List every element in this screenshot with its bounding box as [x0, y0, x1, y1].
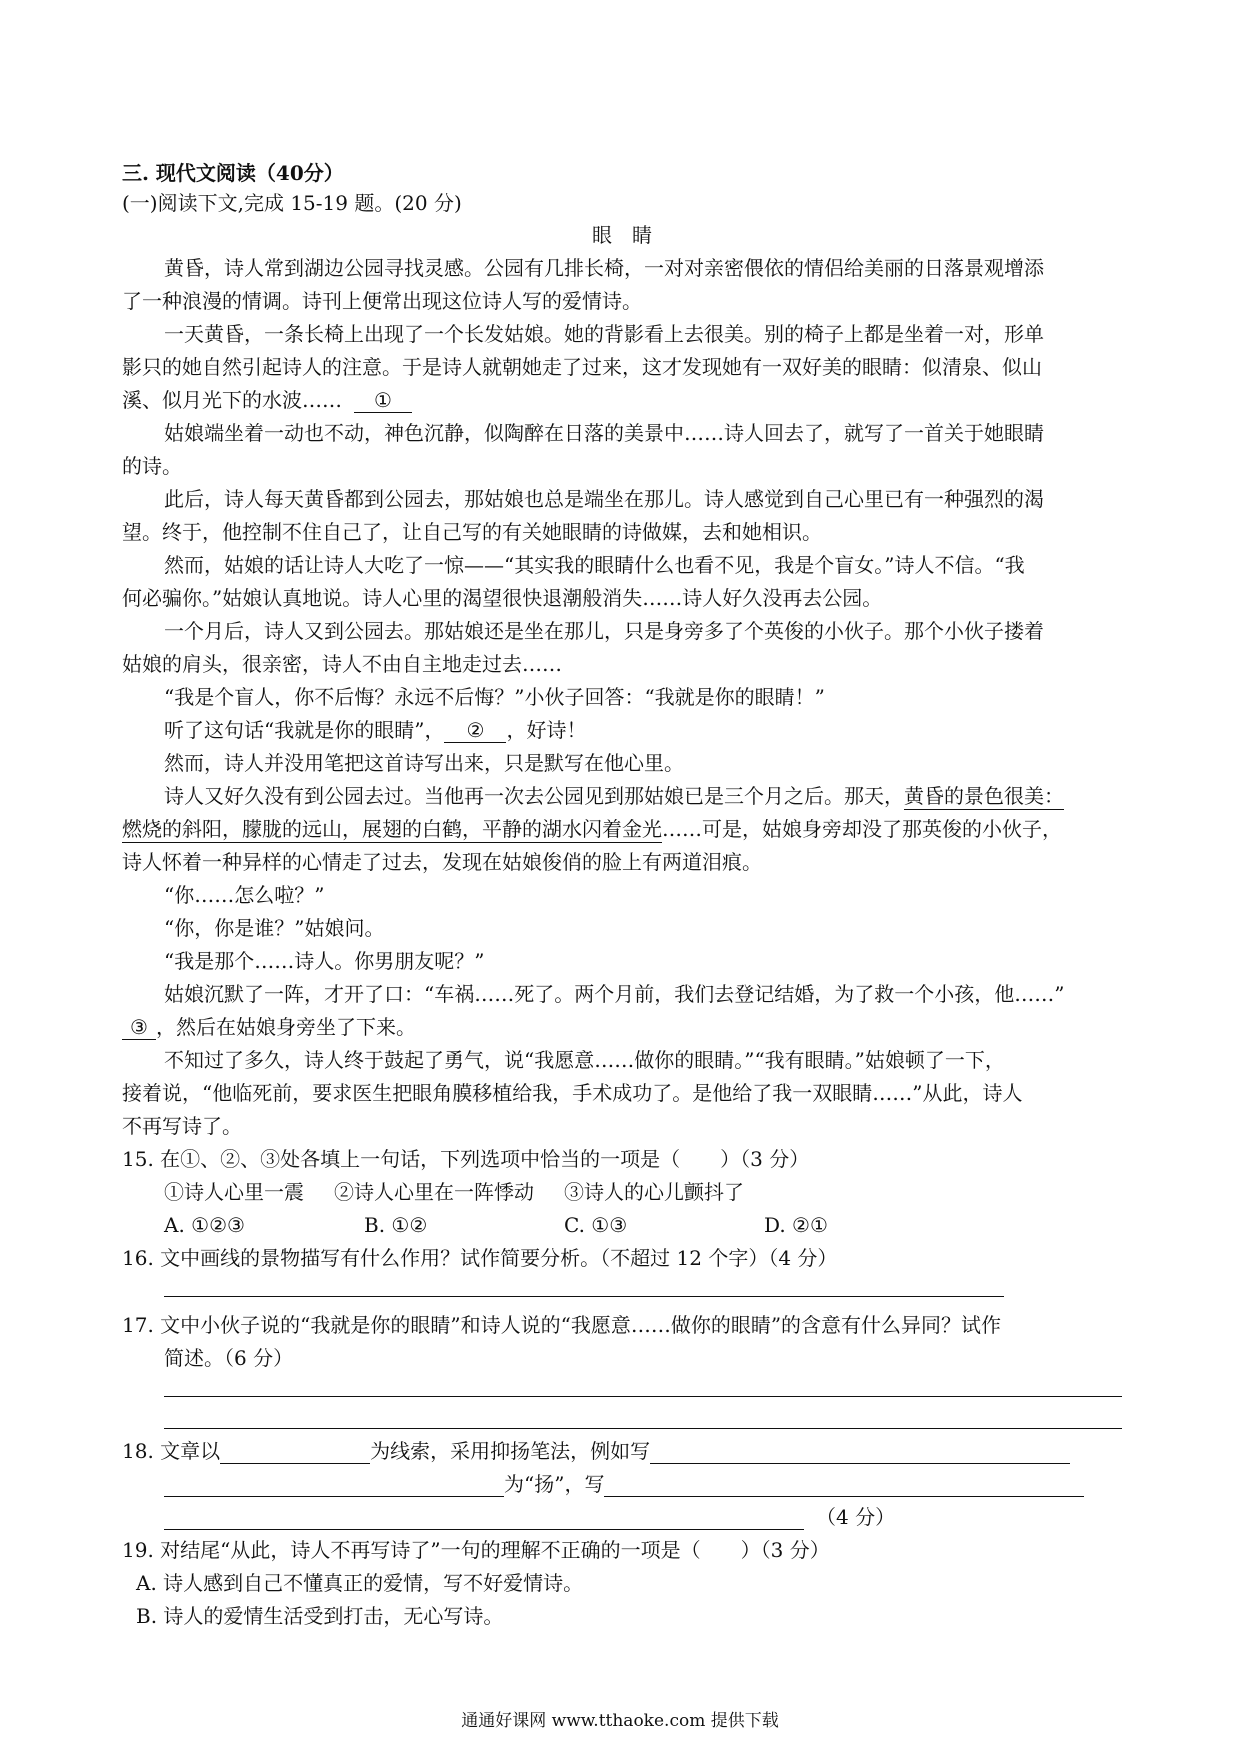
paragraph-3: 姑娘端坐着一动也不动，神色沉静，似陶醉在日落的美景中……诗人回去了，就写了一首关于她眼睛 的诗。 — [122, 421, 1044, 478]
question-15-options — [122, 1209, 1122, 1242]
dialogue-2: “你，你是谁？”姑娘问。 — [164, 916, 385, 940]
paragraph-9: 然而，诗人并没用笔把这首诗写出来，只是默写在他心里。 — [164, 751, 684, 775]
blank-1: ① — [354, 388, 412, 413]
option-d[interactable]: D. ②① — [764, 1213, 828, 1237]
paragraph-7: “我是个盲人，你不后悔？永远不后悔？”小伙子回答：“我就是你的眼睛！” — [164, 685, 825, 709]
option-b[interactable]: B. ①② — [364, 1213, 428, 1237]
paragraph-5: 然而，姑娘的话让诗人大吃了一惊——“其实我的眼睛什么也看不见，我是个盲女。”诗人不信。“我 何必骗你。”姑娘认真地说。诗人心里的渴望很快退潮般消失……诗人好久没再去公园。 — [122, 553, 1025, 610]
question-17: 17. 文中小伙子说的“我就是你的眼睛”和诗人说的“我愿意……做你的眼睛”的含意有什么异同？试作 — [122, 1313, 1002, 1337]
question-19: 19. 对结尾“从此，诗人不再写诗了”一句的理解不正确的一项是（ ）（3 分） — [122, 1538, 830, 1562]
paragraph-8: 听了这句话“我就是你的眼睛”， ② ，好诗！ — [164, 718, 587, 742]
dialogue-1: “你……怎么啦？” — [164, 883, 325, 907]
exam-page: 三. 现代文阅读（40分） (一)阅读下文,完成 15-19 题。(20 分) 眼睛 黄昏，诗人常到湖边公园寻找灵感。公园有几排长椅，一对对亲密偎依的情侣给美丽的日落景观增添 了一种浪漫的情调。诗刊上便常出现这位诗人写的爱情诗。 一天黄昏，一条长椅上出现了一个长发姑娘。她的背影看上去很美。别的椅子上都是坐着一对，形单 影只的她自然引起诗人的注意。于是诗人就朝她走了过来，这才发现她有一双好美的眼睛：似清泉、似山 溪、似月光下的水波…… ① 姑娘端坐着一动也不动，神色沉静，似陶醉在日落的美景中……诗人回去了，就写了一首关于她眼睛 的诗。 此后，诗人每天黄昏都到公园去，那姑娘也总是端坐在那儿。诗人感觉到自己心里已有一种强烈的渴 望。终于，他控制不住自己了，让自己写的有关她眼睛的诗做媒，去和她相识。 然而，姑娘的话让诗人大吃了一惊——“其实我的眼睛什么也看不见，我是个盲女。”诗人不信。“我 何必骗你。”姑娘认真地说。诗人心里的渴望很快退潮般消失……诗人好久没再去公园。 一个月后，诗人又到公园去。那姑娘还是坐在那儿，只是身旁多了个英俊的小伙子。那个小伙子搂着 姑娘的肩头，很亲密，诗人不由自主地走过去…… “我是个盲人，你不后悔？永远不后悔？”小伙子回答：“我就是你的眼睛！” 听了这句话“我就是你的眼睛”， ② ，好诗！ 然而，诗人并没用笔把这首诗写出来，只是默写在他心里。 诗人又好久没有到公园去过。当他再一次去公园见到那姑娘已是三个月之后。那天，黄昏的景色很美： 燃烧的斜阳，朦胧的远山，展翅的白鹤，平静的湖水闪着金光……可是，姑娘身旁却没了那英俊的小伙子， 诗人怀着一种异样的心情走了过去，发现在姑娘俊俏的脸上有两道泪痕。 “你……怎么啦？” “你，你是谁？”姑娘问。 “我是那个……诗人。你男朋友呢？” 姑娘沉默了一阵，才开了口：“车祸……死了。两个月前，我们去登记结婚，为了救一个小孩，他……” ③ ，然后在姑娘身旁坐了下来。 不知过了多久，诗人终于鼓起了勇气，说“我愿意……做你的眼睛。”“我有眼睛。”姑娘顿了一下， 接着说，“他临死前，要求医生把眼角膜移植给我，手术成功了。是他给了我一双眼睛……”从此，诗人 不再写诗了。 15. 在①、②、③处各填上一句话，下列选项中恰当的一项是（ ）（3 分） ①诗人心里一震 ②诗人心里在一阵悸动 ③诗人的心儿颤抖了 A. ①②③ B. ①② C. ①③ D. ②① 16. 文中画线的景物描写有什么作用？试作简要分析。（不超过 12 个字）（4 分） 17. 文中小伙子说的“我就是你的眼睛”和诗人说的“我愿意……做你的眼睛”的含意有什么异同？试作 简述。（6 分） 18. 文章以 为线索，采用抑扬笔法，例如写 为“扬”，写 （4 分） 19. 对结尾“从此，诗人不再写诗了”一句的理解不正确的一项是（ ）（3 分） A. 诗人感到自己不懂真正的爱情，写不好爱情诗。 B. 诗人的爱情生活受到打击，无心写诗。 — [122, 158, 1122, 1633]
blank-2: ② — [444, 718, 506, 743]
paragraph-10: 诗人又好久没有到公园去过。当他再一次去公园见到那姑娘已是三个月之后。那天，黄昏的景色很美： 燃烧的斜阳，朦胧的远山，展翅的白鹤，平静的湖水闪着金光……可是，姑娘身旁却没了那英俊的小伙子， 诗人怀着一种异样的心情走了过去，发现在姑娘俊俏的脸上有两道泪痕。 — [122, 784, 1064, 874]
answer-blank-18d[interactable] — [604, 1472, 1084, 1497]
answer-blank-18e[interactable] — [164, 1505, 804, 1530]
question-16: 16. 文中画线的景物描写有什么作用？试作简要分析。（不超过 12 个字）（4 分） — [122, 1246, 838, 1270]
question-19-option-a[interactable]: A. 诗人感到自己不懂真正的爱情，写不好爱情诗。 — [136, 1571, 584, 1595]
option-a[interactable]: A. ①②③ — [164, 1213, 245, 1237]
underlined-scenery-2: 燃烧的斜阳，朦胧的远山，展翅的白鹤，平静的湖水闪着金光 — [122, 817, 662, 841]
passage-title: 眼睛 — [592, 223, 672, 247]
answer-blank-18c[interactable] — [164, 1472, 504, 1497]
question-15: 15. 在①、②、③处各填上一句话，下列选项中恰当的一项是（ ）（3 分） — [122, 1147, 810, 1171]
dialogue-3: “我是那个……诗人。你男朋友呢？” — [164, 949, 485, 973]
paragraph-12: 不知过了多久，诗人终于鼓起了勇气，说“我愿意……做你的眼睛。”“我有眼睛。”姑娘顿了一下， 接着说，“他临死前，要求医生把眼角膜移植给我，手术成功了。是他给了我一双眼睛……”从此，诗人 不再写诗了。 — [122, 1048, 1023, 1138]
paragraph-4: 此后，诗人每天黄昏都到公园去，那姑娘也总是端坐在那儿。诗人感觉到自己心里已有一种强烈的渴 望。终于，他控制不住自己了，让自己写的有关她眼睛的诗做媒，去和她相识。 — [122, 487, 1044, 544]
paragraph-1: 黄昏，诗人常到湖边公园寻找灵感。公园有几排长椅，一对对亲密偎依的情侣给美丽的日落景观增添 了一种浪漫的情调。诗刊上便常出现这位诗人写的爱情诗。 — [122, 256, 1044, 313]
answer-blank-18b[interactable] — [650, 1439, 1070, 1464]
page-footer: 通通好课网 www.tthaoke.com 提供下载 — [461, 1711, 779, 1731]
answer-blank-18a[interactable] — [220, 1439, 370, 1464]
paragraph-2: 一天黄昏，一条长椅上出现了一个长发姑娘。她的背影看上去很美。别的椅子上都是坐着一对，形单 影只的她自然引起诗人的注意。于是诗人就朝她走了过来，这才发现她有一双好美的眼睛：似清泉、似山 溪、似月光下的水波…… ① — [122, 322, 1044, 412]
option-c[interactable]: C. ①③ — [564, 1213, 628, 1237]
question-15-items: ①诗人心里一震 ②诗人心里在一阵悸动 ③诗人的心儿颤抖了 — [164, 1180, 744, 1204]
question-19-option-b[interactable]: B. 诗人的爱情生活受到打击，无心写诗。 — [136, 1604, 504, 1628]
section-heading: 三. 现代文阅读（40分） — [122, 161, 344, 185]
underlined-scenery-1: 黄昏的景色很美： — [904, 784, 1064, 808]
question-17-cont: 简述。（6 分） — [164, 1346, 294, 1370]
part-instruction: (一)阅读下文,完成 15-19 题。(20 分) — [122, 191, 462, 215]
question-18: 18. 文章以 为线索，采用抑扬笔法，例如写 — [122, 1435, 1122, 1468]
paragraph-6: 一个月后，诗人又到公园去。那姑娘还是坐在那儿，只是身旁多了个英俊的小伙子。那个小伙子搂着 姑娘的肩头，很亲密，诗人不由自主地走过去…… — [122, 619, 1044, 676]
blank-3: ③ — [122, 1015, 156, 1040]
paragraph-11: 姑娘沉默了一阵，才开了口：“车祸……死了。两个月前，我们去登记结婚，为了救一个小孩，他……” ③ ，然后在姑娘身旁坐了下来。 — [122, 978, 1122, 1044]
